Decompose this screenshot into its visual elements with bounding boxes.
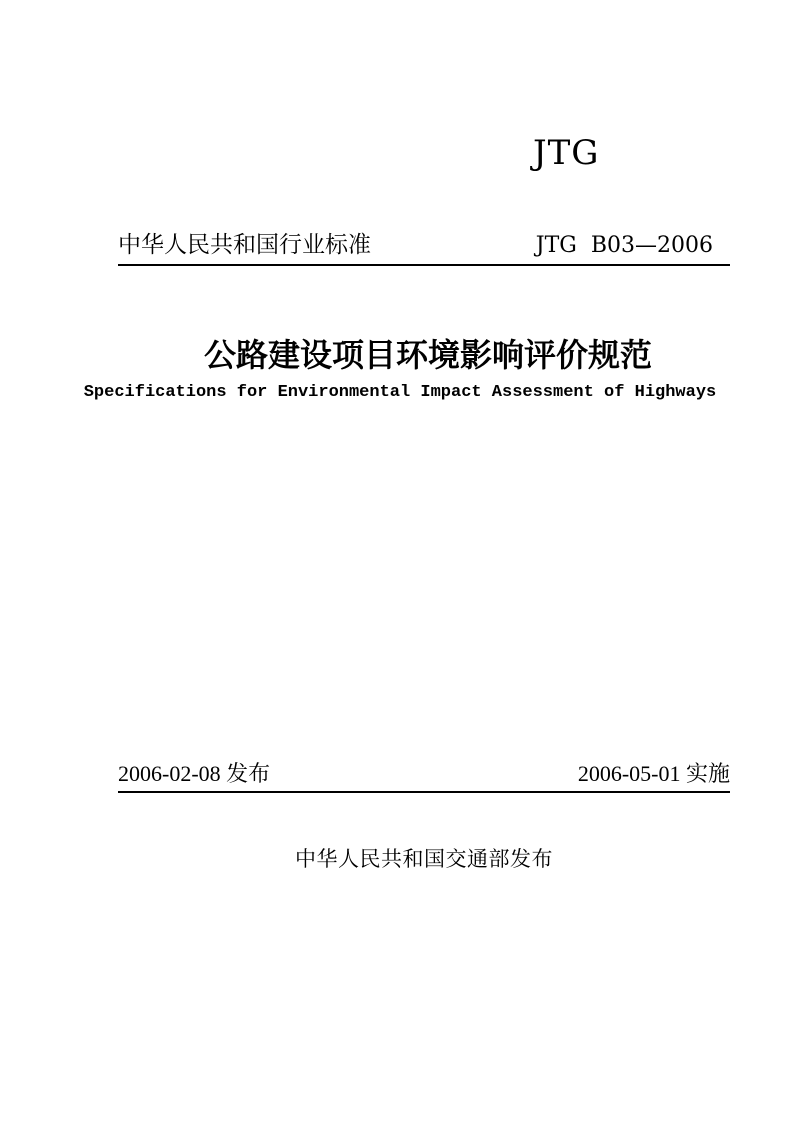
document-title-english: Specifications for Environmental Impact Assessment of Highways [83, 383, 717, 402]
publisher-label: 中华人民共和国交通部发布 [295, 847, 553, 871]
header-row [118, 226, 730, 259]
document-title-chinese: 公路建设项目环境影响评价规范 [203, 337, 652, 373]
standard-code-label: JTG B03—2006 [535, 233, 713, 258]
dates-row [118, 757, 730, 788]
standard-code-mark: JTG [533, 133, 600, 173]
footer-rule [118, 791, 730, 793]
issue-date-label: 2006-02-08 发布 [118, 761, 271, 786]
header-rule [118, 264, 730, 266]
effective-date-label: 2006-05-01 实施 [577, 761, 730, 786]
standard-type-label: 中华人民共和国行业标准 [118, 232, 371, 257]
